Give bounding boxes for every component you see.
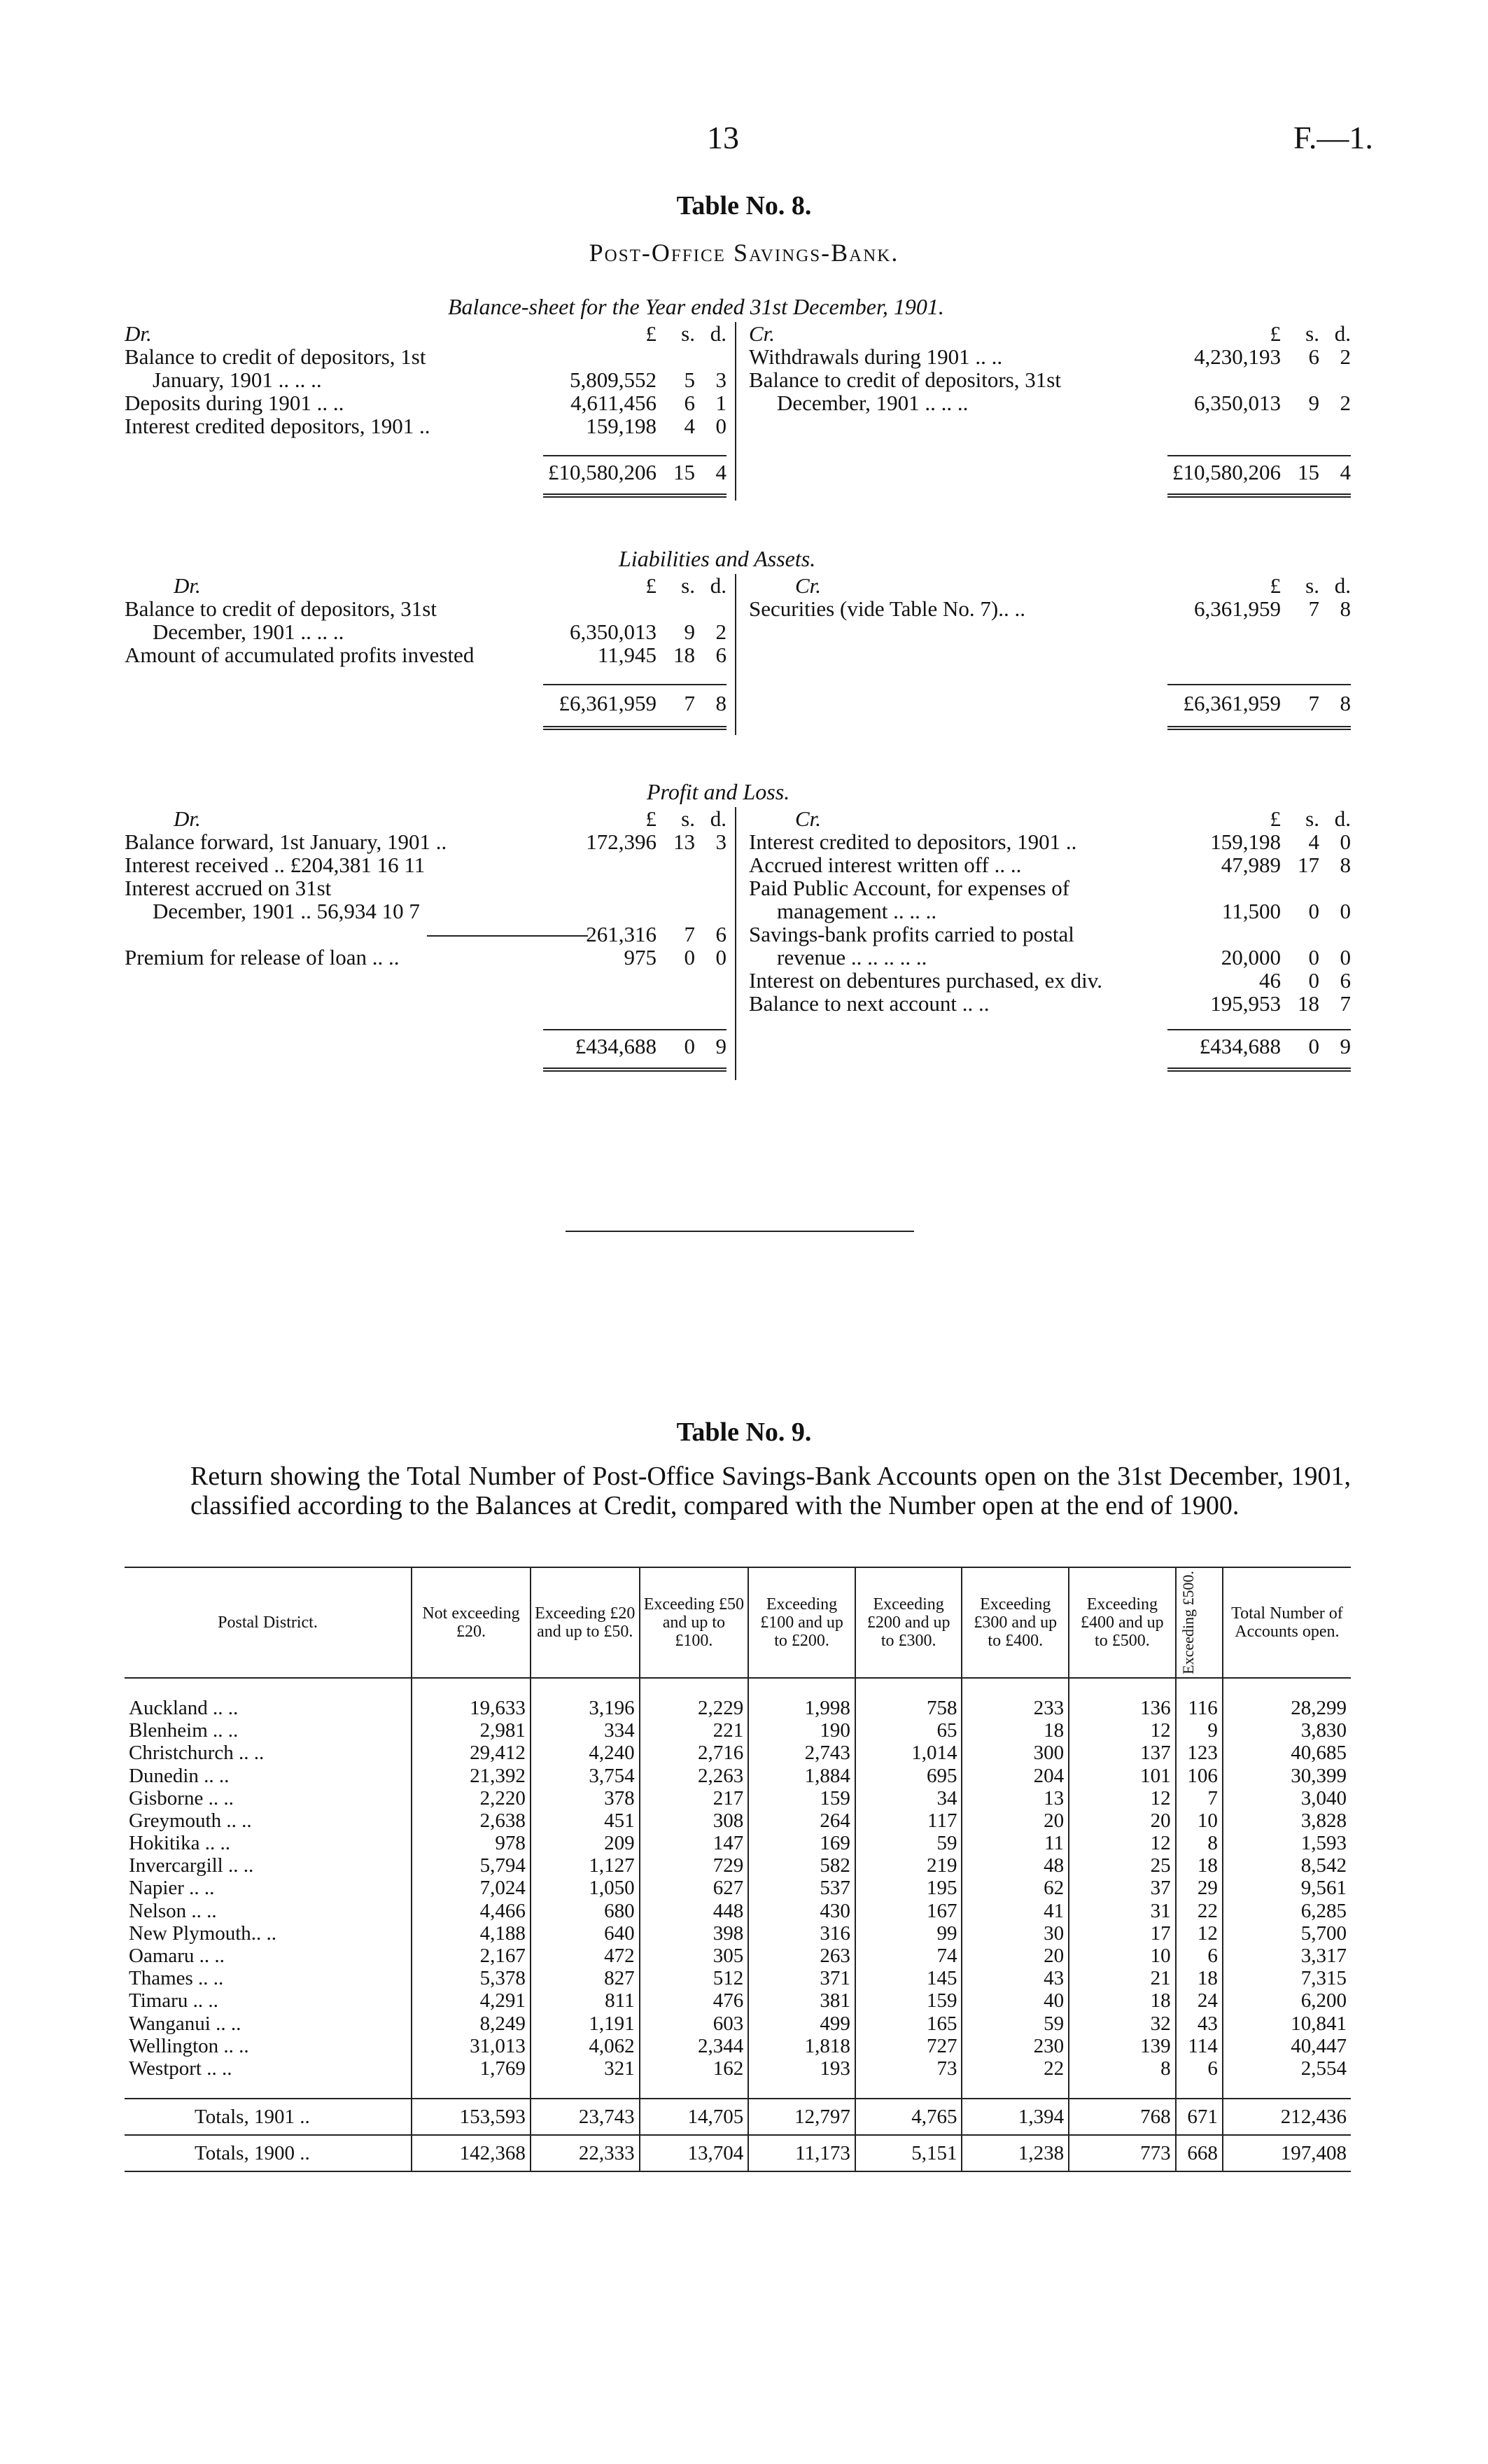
count-cell: 264 (748, 1809, 855, 1832)
la-dr-label: Amount of accumulated profits invested (125, 643, 475, 667)
col-header: Exceeding £400 and up to £500. (1069, 1567, 1176, 1678)
district-cell: Dunedin .. .. (129, 1764, 230, 1787)
count-cell: 263 (748, 1945, 855, 1967)
count-cell: 8 (1176, 1832, 1223, 1854)
bs-cr-total: £10,580,206 15 4 (1172, 460, 1351, 484)
count-cell: 159 (748, 1787, 855, 1809)
count-cell: 12 (1069, 1832, 1176, 1854)
count-cell: 145 (855, 1967, 962, 1989)
table8-subtitle: Post-Office Savings-Bank. (589, 239, 899, 267)
pl-dr-label: Premium for release of loan .. .. (125, 945, 400, 969)
count-cell: 2,981 (412, 1719, 531, 1742)
table-row (125, 1900, 1351, 1922)
table-row (125, 1809, 1351, 1832)
count-cell: 727 (855, 2035, 962, 2057)
count-cell: 212,436 (1223, 2099, 1351, 2135)
pl-cr-total: £434,688 0 9 (1199, 1034, 1351, 1058)
count-cell: 22 (1176, 1900, 1223, 1922)
count-cell: 680 (531, 1900, 640, 1922)
count-cell: 1,014 (855, 1742, 962, 1764)
count-cell: 499 (748, 2012, 855, 2034)
count-cell: 142,368 (412, 2135, 531, 2171)
table-row (125, 1945, 1351, 1967)
pl-cr-amount: 46 (1259, 968, 1281, 993)
count-cell: 12 (1176, 1922, 1223, 1945)
bs-cr-amount: 4,230,193 (1194, 344, 1281, 369)
col-header: Postal District. (218, 1613, 318, 1632)
district-cell: Thames .. .. (129, 1967, 224, 1990)
count-cell: 476 (640, 1989, 749, 2012)
cur-shilling: s. (681, 321, 695, 346)
pl-dr-amount: 975 (624, 945, 657, 969)
district-cell: Timaru .. .. (129, 1989, 218, 2012)
count-cell: 165 (855, 2012, 962, 2034)
section-divider (566, 1231, 914, 1232)
count-cell: 671 (1176, 2099, 1223, 2135)
count-cell: 8,542 (1223, 1854, 1351, 1877)
pl-cr-label: Interest on debentures purchased, ex div. (749, 968, 1103, 993)
count-cell: 195 (855, 1877, 962, 1899)
bs-dr-total: £10,580,206 15 4 (548, 460, 727, 484)
pl-cr-label: Paid Public Account, for expenses of (749, 876, 1070, 900)
district-cell: Westport .. .. (129, 2057, 232, 2080)
count-cell: 811 (531, 1989, 640, 2012)
count-cell: 1,998 (748, 1697, 855, 1719)
count-cell: 1,394 (962, 2099, 1069, 2135)
count-cell: 334 (531, 1719, 640, 1742)
count-cell: 116 (1176, 1697, 1223, 1719)
table-row (125, 1922, 1351, 1945)
count-cell: 59 (855, 1832, 962, 1854)
table9 (125, 1567, 1351, 2172)
count-cell: 74 (855, 1945, 962, 1967)
table-row (125, 1854, 1351, 1877)
count-cell: 978 (412, 1832, 531, 1854)
table-row (125, 1719, 1351, 1742)
count-cell: 7,315 (1223, 1967, 1351, 1989)
count-cell: 40,447 (1223, 2035, 1351, 2057)
table9-description: Return showing the Total Number of Post-Office Savings-Bank Accounts open on the 31st December, 1901, classified according to the Balances at Credit, compared with the Number open at the end of 1900. (190, 1462, 1351, 1520)
count-cell: 308 (640, 1809, 749, 1832)
bs-cr-label: December, 1901 .. .. .. (777, 391, 969, 415)
count-cell: 4,466 (412, 1900, 531, 1922)
count-cell: 162 (640, 2057, 749, 2080)
count-cell: 2,220 (412, 1787, 531, 1809)
count-cell: 123 (1176, 1742, 1223, 1764)
count-cell: 41 (962, 1900, 1069, 1922)
count-cell: 11 (962, 1832, 1069, 1854)
count-cell: 18 (1176, 1854, 1223, 1877)
count-cell: 2,638 (412, 1809, 531, 1832)
count-cell: 40 (962, 1989, 1069, 2012)
count-cell: 5,700 (1223, 1922, 1351, 1945)
bs-cr-label: Withdrawals during 1901 .. .. (749, 344, 1003, 369)
district-cell: Oamaru .. .. (129, 1945, 225, 1968)
count-cell: 316 (748, 1922, 855, 1945)
table-row (125, 2057, 1351, 2080)
district-cell: New Plymouth.. .. (129, 1921, 277, 1945)
col-header: Exceeding £50 and up to £100. (640, 1567, 749, 1678)
table-row (125, 1742, 1351, 1764)
bs-dr-label: Interest credited depositors, 1901 .. (125, 414, 430, 438)
count-cell: 21,392 (412, 1764, 531, 1786)
count-cell: 106 (1176, 1764, 1223, 1786)
count-cell: 34 (855, 1787, 962, 1809)
count-cell: 31,013 (412, 2035, 531, 2057)
pl-dr-label: Interest received .. £204,381 16 11 (125, 853, 426, 877)
count-cell: 451 (531, 1809, 640, 1832)
col-header: Exceeding £100 and up to £200. (748, 1567, 855, 1678)
count-cell: 21 (1069, 1967, 1176, 1989)
pl-cr-label: management .. .. .. (777, 899, 937, 923)
count-cell: 217 (640, 1787, 749, 1809)
district-cell: Invercargill .. .. (129, 1854, 254, 1877)
count-cell: 8 (1069, 2057, 1176, 2080)
count-cell: 2,344 (640, 2035, 749, 2057)
count-cell: 3,317 (1223, 1945, 1351, 1967)
pl-dr-total: £434,688 0 9 (575, 1034, 727, 1058)
col-header: Exceeding £300 and up to £400. (962, 1567, 1069, 1678)
la-dr-total: £6,361,959 7 8 (559, 691, 727, 715)
col-header: Total Number of Accounts open. (1223, 1567, 1351, 1678)
count-cell: 9 (1176, 1719, 1223, 1742)
district-cell: Blenheim .. .. (129, 1719, 239, 1742)
district-cell: Wellington .. .. (129, 2034, 249, 2057)
pl-dr-amount: 172,396 (586, 830, 657, 854)
count-cell: 22,333 (531, 2135, 640, 2171)
count-cell: 9,561 (1223, 1877, 1351, 1899)
count-cell: 18 (1069, 1989, 1176, 2012)
count-cell: 28,299 (1223, 1697, 1351, 1719)
count-cell: 3,754 (531, 1764, 640, 1786)
count-cell: 7 (1176, 1787, 1223, 1809)
count-cell: 1,769 (412, 2057, 531, 2080)
count-cell: 2,554 (1223, 2057, 1351, 2080)
count-cell: 472 (531, 1945, 640, 1967)
la-cr-total: £6,361,959 7 8 (1183, 691, 1351, 715)
count-cell: 305 (640, 1945, 749, 1967)
cur-pence: d. (710, 321, 727, 346)
count-cell: 8,249 (412, 2012, 531, 2034)
count-cell: 10 (1069, 1945, 1176, 1967)
bs-dr-label: January, 1901 .. .. .. (153, 368, 322, 392)
count-cell: 30,399 (1223, 1764, 1351, 1786)
count-cell: 139 (1069, 2035, 1176, 2057)
bs-dr-label: Balance to credit of depositors, 1st (125, 344, 426, 369)
pl-cr-label: Accrued interest written off .. .. (749, 853, 1022, 877)
count-cell: 5,151 (855, 2135, 962, 2171)
balance-sheet-cr: Cr. £ s. d. Withdrawals during 1901 .. .. 4,230,193 6 2 Balance to credit of depositors, 31st December, 1901 .. .. .. 6,350,013 9 2 (749, 321, 1351, 415)
count-cell: 668 (1176, 2135, 1223, 2171)
district-cell: Gisborne .. .. (129, 1786, 234, 1809)
table-row (125, 2012, 1351, 2034)
count-cell: 20 (1069, 1809, 1176, 1832)
count-cell: 6,200 (1223, 1989, 1351, 2012)
count-cell: 221 (640, 1719, 749, 1742)
count-cell: 114 (1176, 2035, 1223, 2057)
count-cell: 378 (531, 1787, 640, 1809)
count-cell: 73 (855, 2057, 962, 2080)
la-dr-label: Balance to credit of depositors, 31st (125, 596, 437, 621)
count-cell: 13,704 (640, 2135, 749, 2171)
count-cell: 2,167 (412, 1945, 531, 1967)
count-cell: 197,408 (1223, 2135, 1351, 2171)
count-cell: 448 (640, 1900, 749, 1922)
count-cell: 153,593 (412, 2099, 531, 2135)
count-cell: 695 (855, 1764, 962, 1786)
cr-label: Cr. (749, 321, 775, 346)
count-cell: 48 (962, 1854, 1069, 1877)
count-cell: 768 (1069, 2099, 1176, 2135)
liabilities-heading: Liabilities and Assets. (619, 546, 816, 571)
pl-cr-label: Balance to next account .. .. (749, 991, 990, 1016)
count-cell: 3,040 (1223, 1787, 1351, 1809)
count-cell: 12,797 (748, 2099, 855, 2135)
table-row (125, 1967, 1351, 1989)
count-cell: 219 (855, 1854, 962, 1877)
count-cell: 6 (1176, 1945, 1223, 1967)
district-cell: Totals, 1900 .. (125, 2135, 412, 2171)
count-cell: 430 (748, 1900, 855, 1922)
count-cell: 827 (531, 1967, 640, 1989)
bs-dr-amount: 159,198 (586, 414, 657, 438)
count-cell: 1,191 (531, 2012, 640, 2034)
count-cell: 17 (1069, 1922, 1176, 1945)
district-cell: Greymouth .. .. (129, 1809, 252, 1832)
col-header: Exceeding £200 and up to £300. (855, 1567, 962, 1678)
bs-dr-amount: 5,809,552 (570, 368, 657, 392)
pl-cr-label: revenue .. .. .. .. .. (777, 945, 927, 969)
count-cell: 43 (962, 1967, 1069, 1989)
pl-dr-label: December, 1901 .. 56,934 10 7 (153, 899, 420, 923)
count-cell: 167 (855, 1900, 962, 1922)
count-cell: 603 (640, 2012, 749, 2034)
count-cell: 12 (1069, 1719, 1176, 1742)
count-cell: 512 (640, 1967, 749, 1989)
table-row (125, 1877, 1351, 1899)
la-dr-amount: 6,350,013 (570, 620, 657, 644)
count-cell: 204 (962, 1764, 1069, 1786)
count-cell: 640 (531, 1922, 640, 1945)
table-row (125, 1764, 1351, 1786)
table-row (125, 1832, 1351, 1854)
la-dr-label: December, 1901 .. .. .. (153, 620, 344, 644)
count-cell: 4,188 (412, 1922, 531, 1945)
count-cell: 20 (962, 1945, 1069, 1967)
count-cell: 230 (962, 2035, 1069, 2057)
pl-dr-amount: 261,316 (586, 922, 657, 946)
balance-sheet-dr: Dr. £ s. d. Balance to credit of depositors, 1st January, 1901 .. .. .. 5,809,552 5 3 Deposits during 1901 .. .. 4,611,456 6 1 Interest credited depositors, 1901 .. 159,198 4 0 (125, 321, 727, 438)
count-cell: 59 (962, 2012, 1069, 2034)
bs-dr-label: Deposits during 1901 .. .. (125, 391, 344, 415)
count-cell: 3,828 (1223, 1809, 1351, 1832)
count-cell: 729 (640, 1854, 749, 1877)
count-cell: 6 (1176, 2057, 1223, 2080)
table-row (125, 1787, 1351, 1809)
district-cell: Auckland .. .. (129, 1696, 239, 1719)
count-cell: 169 (748, 1832, 855, 1854)
count-cell: 6,285 (1223, 1900, 1351, 1922)
count-cell: 31 (1069, 1900, 1176, 1922)
count-cell: 3,196 (531, 1697, 640, 1719)
pl-cr-amount: 47,989 (1221, 853, 1281, 877)
col-header: Exceeding £20 and up to £50. (531, 1567, 640, 1678)
count-cell: 12 (1069, 1787, 1176, 1809)
count-cell: 398 (640, 1922, 749, 1945)
count-cell: 43 (1176, 2012, 1223, 2034)
count-cell: 29 (1176, 1877, 1223, 1899)
count-cell: 19,633 (412, 1697, 531, 1719)
count-cell: 4,291 (412, 1989, 531, 2012)
dr-label: Dr. (125, 321, 152, 346)
count-cell: 2,229 (640, 1697, 749, 1719)
count-cell: 18 (1176, 1967, 1223, 1989)
count-cell: 24 (1176, 1989, 1223, 2012)
pl-cr-amount: 20,000 (1221, 945, 1281, 969)
count-cell: 22 (962, 2057, 1069, 2080)
count-cell: 1,818 (748, 2035, 855, 2057)
balance-sheet-heading: Balance-sheet for the Year ended 31st December, 1901. (448, 294, 944, 319)
count-cell: 11,173 (748, 2135, 855, 2171)
count-cell: 29,412 (412, 1742, 531, 1764)
count-cell: 40,685 (1223, 1742, 1351, 1764)
count-cell: 537 (748, 1877, 855, 1899)
count-cell: 1,238 (962, 2135, 1069, 2171)
count-cell: 2,716 (640, 1742, 749, 1764)
bs-dr-amount: 4,611,456 (570, 391, 657, 415)
count-cell: 117 (855, 1809, 962, 1832)
count-cell: 18 (962, 1719, 1069, 1742)
page-number: 13 (707, 120, 739, 155)
count-cell: 7,024 (412, 1877, 531, 1899)
count-cell: 209 (531, 1832, 640, 1854)
count-cell: 62 (962, 1877, 1069, 1899)
count-cell: 10 (1176, 1809, 1223, 1832)
district-cell: Wanganui .. .. (129, 2012, 241, 2035)
col-header: Not exceeding £20. (412, 1567, 531, 1678)
bs-dr-total-rule (543, 455, 727, 456)
count-cell: 193 (748, 2057, 855, 2080)
col-header: Exceeding £500. (1176, 1567, 1223, 1678)
count-cell: 2,263 (640, 1764, 749, 1786)
count-cell: 582 (748, 1854, 855, 1877)
count-cell: 758 (855, 1697, 962, 1719)
count-cell: 23,743 (531, 2099, 640, 2135)
count-cell: 136 (1069, 1697, 1176, 1719)
district-cell: Hokitika .. .. (129, 1832, 230, 1855)
count-cell: 627 (640, 1877, 749, 1899)
table-row (125, 2035, 1351, 2057)
totals-row (125, 2135, 1351, 2171)
count-cell: 5,378 (412, 1967, 531, 1989)
district-cell: Napier .. .. (129, 1877, 215, 1900)
count-cell: 3,830 (1223, 1719, 1351, 1742)
count-cell: 32 (1069, 2012, 1176, 2034)
count-cell: 773 (1069, 2135, 1176, 2171)
count-cell: 14,705 (640, 2099, 749, 2135)
bs-cr-amount: 6,350,013 (1194, 391, 1281, 415)
pl-cr-label: Interest credited to depositors, 1901 .. (749, 830, 1077, 854)
count-cell: 10,841 (1223, 2012, 1351, 2034)
count-cell: 1,884 (748, 1764, 855, 1786)
district-cell: Totals, 1901 .. (125, 2099, 412, 2135)
pl-cr-amount: 195,953 (1210, 991, 1281, 1016)
count-cell: 147 (640, 1832, 749, 1854)
count-cell: 233 (962, 1697, 1069, 1719)
balance-sheet-divider (735, 322, 736, 500)
count-cell: 2,743 (748, 1742, 855, 1764)
count-cell: 4,240 (531, 1742, 640, 1764)
count-cell: 65 (855, 1719, 962, 1742)
count-cell: 1,593 (1223, 1832, 1351, 1854)
pl-cr-label: Savings-bank profits carried to postal (749, 922, 1074, 946)
count-cell: 4,062 (531, 2035, 640, 2057)
liabilities-cr: Cr. £ s. d. Securities (vide Table No. 7).. .. 6,361,959 7 8 (749, 573, 1351, 621)
count-cell: 1,050 (531, 1877, 640, 1899)
bs-cr-label: Balance to credit of depositors, 31st (749, 368, 1061, 392)
count-cell: 4,765 (855, 2099, 962, 2135)
table-row (125, 1989, 1351, 2012)
page-code: F.—1. (1293, 120, 1373, 155)
district-cell: Nelson .. .. (129, 1899, 217, 1922)
count-cell: 371 (748, 1967, 855, 1989)
cur-pound: £ (645, 321, 657, 346)
count-cell: 381 (748, 1989, 855, 2012)
profit-loss-heading: Profit and Loss. (647, 779, 790, 804)
count-cell: 190 (748, 1719, 855, 1742)
pl-dr-label: Balance forward, 1st January, 1901 .. (125, 830, 447, 854)
table8-title: Table No. 8. (676, 191, 812, 220)
pl-dr-label: Interest accrued on 31st (125, 876, 332, 900)
pl-cr-amount: 159,198 (1210, 830, 1281, 854)
count-cell: 37 (1069, 1877, 1176, 1899)
count-cell: 101 (1069, 1764, 1176, 1786)
liabilities-dr: Dr. £ s. d. Balance to credit of depositors, 31st December, 1901 .. .. .. 6,350,013 9 2 Amount of accumulated profits invested 11,945 18 6 (125, 573, 727, 667)
totals-row (125, 2099, 1351, 2135)
count-cell: 1,127 (531, 1854, 640, 1877)
count-cell: 159 (855, 1989, 962, 2012)
count-cell: 321 (531, 2057, 640, 2080)
district-cell: Christchurch .. .. (129, 1742, 265, 1765)
la-dr-amount: 11,945 (597, 643, 657, 667)
profit-loss-cr: Cr. £ s. d. Interest credited to depositors, 1901 .. 159,198 4 0 Accrued interest written off .. .. 47,989 17 8 Paid Public Account, for expenses of management .. .. .. 11,500 0 0 Savings-bank profits carried to postal revenue .. .. .. .. .. 20,000 0 0 Interest on debentures purchased, ex div. 46 0 6 Balance to next account .. .. 195,953 18 7 (749, 806, 1351, 1016)
count-cell: 137 (1069, 1742, 1176, 1764)
count-cell: 99 (855, 1922, 962, 1945)
count-cell: 5,794 (412, 1854, 531, 1877)
la-cr-amount: 6,361,959 (1194, 596, 1281, 621)
count-cell: 25 (1069, 1854, 1176, 1877)
la-cr-label: Securities (vide Table No. 7).. .. (749, 596, 1025, 621)
pl-cr-amount: 11,500 (1221, 899, 1281, 923)
count-cell: 30 (962, 1922, 1069, 1945)
count-cell: 13 (962, 1787, 1069, 1809)
table-row (125, 1697, 1351, 1719)
count-cell: 20 (962, 1809, 1069, 1832)
profit-loss-dr: Dr. £ s. d. Balance forward, 1st January, 1901 .. 172,396 13 3 Interest received .. £204,381 16 11 Interest accrued on 31st December, 1901 .. 56,934 10 7 261,316 7 6 Premium for release of loan .. .. 975 0 0 (125, 806, 727, 969)
table9-title: Table No. 9. (676, 1418, 812, 1447)
count-cell: 300 (962, 1742, 1069, 1764)
